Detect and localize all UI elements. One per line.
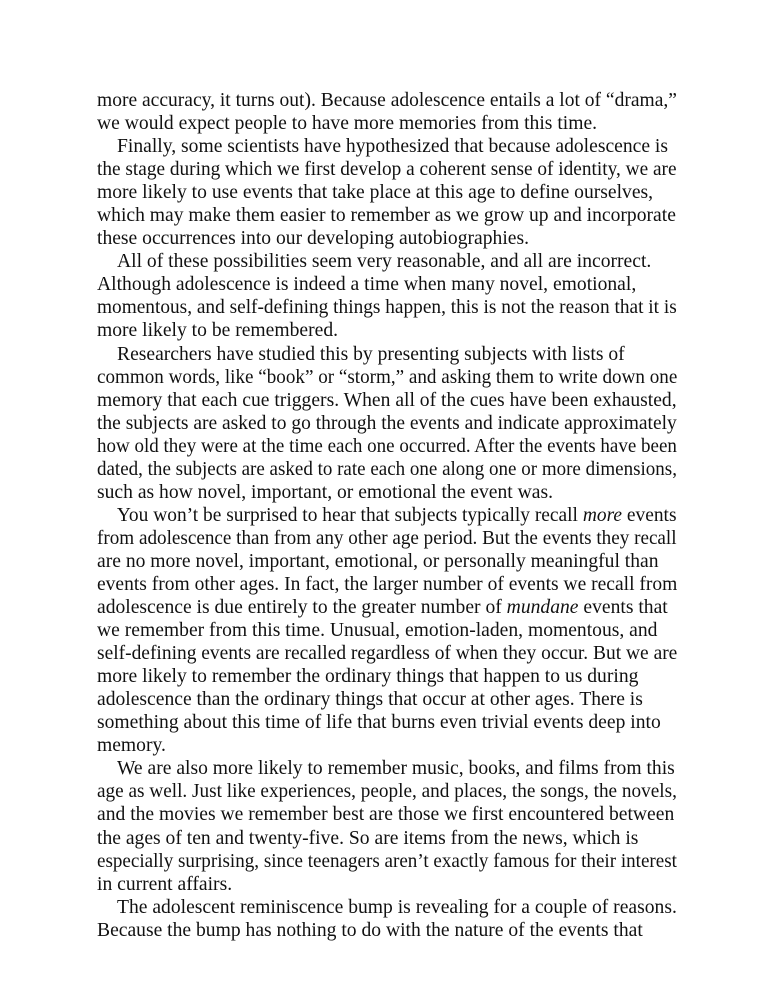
text-line [97, 573, 678, 596]
emphasized-text: more [582, 504, 623, 526]
text-run: the subjects are asked to go through the events and indicate approximately [97, 412, 677, 434]
text-run: memory. [97, 735, 166, 757]
text-run: events that [578, 597, 668, 619]
text-run: events from other ages. In fact, the larger number of events we recall from [97, 573, 678, 595]
text-run: and the movies we remember best are those we first encountered between [97, 804, 675, 826]
text-run: which may make them easier to remember as we grow up and incorporate [97, 205, 676, 227]
text-line [97, 596, 677, 619]
text-line [97, 850, 677, 873]
text-line [97, 619, 677, 642]
text-run: All of these possibilities seem very reasonable, and all are incorrect. [117, 251, 652, 273]
text-line [97, 273, 677, 296]
text-line [97, 827, 677, 850]
text-run: adolescence than the ordinary things that occur at other ages. There is [97, 689, 643, 711]
text-run: Researchers have studied this by presenting subjects with lists of [117, 343, 625, 365]
text-line [97, 780, 677, 803]
text-run: age as well. Just like experiences, people, and places, the songs, the novels, [97, 781, 677, 803]
text-line [97, 389, 677, 412]
text-line [97, 296, 677, 319]
text-line [97, 435, 677, 458]
text-run: Finally, some scientists have hypothesized that because adolescence is [117, 136, 668, 158]
text-run: We are also more likely to remember music, books, and films from this [117, 758, 675, 780]
paragraph-first-line [97, 504, 677, 527]
text-run: especially surprising, since teenagers aren’t exactly famous for their interest [97, 850, 677, 872]
text-line [97, 665, 677, 688]
text-run: You won’t be surprised to hear that subjects typically recall [116, 504, 583, 526]
text-run: Because the bump has nothing to do with the nature of the events that [97, 919, 643, 941]
text-run: The adolescent reminiscence bump is revealing for a couple of reasons. [117, 896, 677, 918]
paragraph-first-line [97, 896, 677, 919]
text-line [97, 481, 677, 504]
text-run: the ages of ten and twenty-five. So are items from the news, which is [97, 827, 639, 849]
text-line [97, 227, 677, 250]
text-line [97, 642, 678, 665]
paragraph-first-line [97, 757, 677, 780]
text-run: memory that each cue triggers. When all of the cues have been exhausted, [97, 389, 677, 411]
text-line [97, 112, 677, 135]
text-line [97, 319, 677, 342]
text-line [97, 919, 677, 942]
text-run: more likely to use events that take place at this age to define ourselves, [97, 182, 654, 204]
text-line [97, 734, 677, 757]
text-line [97, 366, 678, 389]
text-run: more likely to be remembered. [97, 320, 339, 342]
text-run: momentous, and self-defining things happen, this is not the reason that it is [97, 297, 677, 319]
paragraph-first-line [97, 343, 677, 366]
text-run: the stage during which we first develop a coherent sense of identity, we are [97, 159, 677, 181]
text-run: more accuracy, it turns out). Because adolescence entails a lot of “drama,” [97, 90, 677, 111]
paragraph-first-line [97, 135, 677, 158]
text-line [97, 527, 677, 550]
emphasized-text: mundane [506, 597, 579, 619]
text-line [97, 803, 677, 826]
text-run: are no more novel, important, emotional, or personally meaningful than [97, 550, 659, 572]
text-run: common words, like “book” or “storm,” and asking them to write down one [97, 366, 678, 388]
text-run: Although adolescence is indeed a time when many novel, emotional, [97, 274, 637, 296]
text-line [97, 412, 677, 435]
text-line [97, 873, 677, 896]
text-run: in current affairs. [97, 873, 233, 895]
text-run: such as how novel, important, or emotional the event was. [97, 481, 553, 503]
text-run: more likely to remember the ordinary things that happen to us during [97, 666, 639, 688]
text-run: we remember from this time. Unusual, emotion-laden, momentous, and [97, 620, 658, 642]
text-run: we would expect people to have more memories from this time. [97, 113, 598, 135]
text-run: events [622, 504, 677, 526]
text-line [97, 711, 677, 734]
text-run: these occurrences into our developing autobiographies. [97, 228, 530, 250]
text-line [97, 550, 677, 573]
text-line [97, 158, 677, 181]
text-line [97, 204, 677, 227]
text-run: self-defining events are recalled regardless of when they occur. But we are [97, 643, 678, 665]
text-line [97, 89, 675, 112]
document-page [97, 89, 677, 942]
text-run: adolescence is due entirely to the greater number of [97, 597, 507, 619]
text-line [97, 458, 677, 481]
text-line [97, 688, 677, 711]
text-run: how old they were at the time each one occurred. After the events have been [97, 435, 677, 457]
text-line [97, 181, 677, 204]
text-run: something about this time of life that burns even trivial events deep into [97, 712, 661, 734]
text-run: dated, the subjects are asked to rate each one along one or more dimensions, [97, 458, 677, 480]
text-run: from adolescence than from any other age period. But the events they recall [97, 527, 677, 549]
paragraph-first-line [97, 250, 677, 273]
